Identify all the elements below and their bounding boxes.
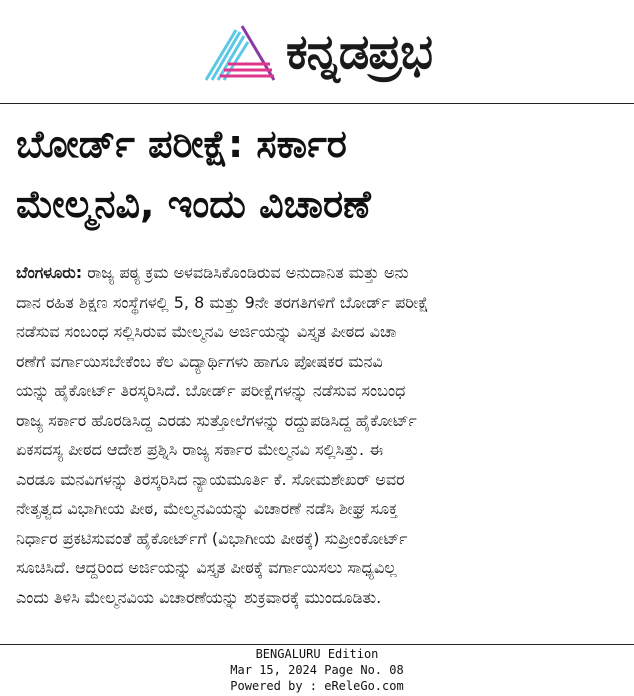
kannadaprabha-logo-icon — [202, 20, 278, 84]
headline-line-1: ಬೋರ್ಡ್‌ ಪರೀಕ್ಷೆ: ಸರ್ಕಾರ — [16, 122, 347, 166]
body-line: ಏಕಸದಸ್ಯ ಪೀಠದ ಆದೇಶ ಪ್ರಶ್ನಿಸಿ ರಾಜ್ಯ ಸರ್ಕಾರ ಮೇಲ್ಮನವಿ ಸಲ್ಲಿಸಿತ್ತು. ಈ — [16, 440, 384, 459]
body-line-text: ರಾಜ್ಯ ಪಠ್ಯ ಕ್ರಮ ಅಳವಡಿಸಿಕೊಂಡಿರುವ ಅನುದಾನಿತ ಮತ್ತು ಅನು — [82, 263, 409, 282]
brand-name: ಕನ್ನಡಪ್ರಭ — [285, 24, 432, 80]
body-line: ರಣೆಗೆ ವರ್ಗಾಯಿಸಬೇಕೆಂಬ ಕೆಲ ವಿದ್ಯಾರ್ಥಿಗಳು ಹಾಗೂ ಪೋಷಕರ ಮನವಿ — [16, 351, 383, 371]
edition-label: BENGALURU Edition — [255, 647, 379, 661]
masthead-divider — [0, 103, 634, 104]
powered-by-label: Powered by : eReleGo.com — [230, 679, 404, 693]
body-line: ಎಂದು ತಿಳಿಸಿ ಮೇಲ್ಮನವಿಯ ವಿಚಾರಣೆಯನ್ನು ಶುಕ್ರವಾರಕ್ಕೆ ಮುಂದೂಡಿತು. — [16, 587, 382, 607]
body-line: ಯನ್ನು ಹೈಕೋರ್ಟ್‌ ತಿರಸ್ಕರಿಸಿದೆ. ಬೋರ್ಡ್‌ ಪರೀಕ್ಷೆಗಳನ್ನು ನಡೆಸುವ ಸಂಬಂಧ — [16, 381, 406, 400]
body-line: ಸೂಚಿಸಿದೆ. ಆದ್ದರಿಂದ ಅರ್ಜಿಯನ್ನು ವಿಸ್ತೃತ ಪೀಠಕ್ಕೆ ವರ್ಗಾಯಿಸಲು ಸಾಧ್ಯವಿಲ್ಲ — [16, 558, 397, 577]
body-line: ನಡೆಸುವ ಸಂಬಂಧ ಸಲ್ಲಿಸಿರುವ ಮೇಲ್ಮನವಿ ಅರ್ಜಿಯನ್ನು ವಿಸ್ತೃತ ಪೀಠದ ವಿಚಾ — [16, 322, 397, 341]
masthead — [0, 0, 634, 104]
body-line: ನೇತೃತ್ವದ ವಿಭಾಗೀಯ ಪೀಠ, ಮೇಲ್ಮನವಿಯನ್ನು ವಿಚಾರಣೆ ನಡೆಸಿ ಶೀಘ್ರ ಸೂಕ್ತ — [16, 499, 398, 518]
body-line: ನಿರ್ಧಾರ ಪ್ರಕಟಿಸುವಂತೆ ಹೈಕೋರ್ಟ್‌ಗೆ (ವಿಭಾಗೀಯ ಪೀಠಕ್ಕೆ) ಸುಪ್ರೀಂಕೋರ್ಟ್‌ — [16, 528, 408, 548]
body-line: ದಾನ ರಹಿತ ಶಿಕ್ಷಣ ಸಂಸ್ಥೆಗಳಲ್ಲಿ 5, 8 ಮತ್ತು 9ನೇ ತರಗತಿಗಳಿಗೆ ಬೋರ್ಡ್‌ ಪರೀಕ್ಷೆ — [16, 292, 429, 312]
body-line: ರಾಜ್ಯ ಸರ್ಕಾರ ಹೊರಡಿಸಿದ್ದ ಎರಡು ಸುತ್ತೋಲೆಗಳನ್ನು ರದ್ದುಪಡಿಸಿದ್ದ ಹೈಕೋರ್ಟ್‌ — [16, 410, 417, 430]
footer — [0, 646, 634, 694]
body-line: ಎರಡೂ ಮನವಿಗಳನ್ನು ತಿರಸ್ಕರಿಸಿದ ನ್ಯಾಯಮೂರ್ತಿ ಕೆ. ಸೋಮಶೇಖರ್‌ ಅವರ — [16, 469, 405, 489]
dateline: ಬೆಂಗಳೂರು: — [16, 263, 83, 282]
article-headline — [16, 114, 616, 234]
article-body — [16, 258, 616, 612]
headline-line-2: ಮೇಲ್ಮನವಿ, ಇಂದು ವಿಚಾರಣೆ — [16, 182, 371, 226]
date-page-label: Mar 15, 2024 Page No. 08 — [230, 663, 404, 677]
body-line — [16, 258, 616, 288]
footer-divider — [0, 644, 634, 645]
